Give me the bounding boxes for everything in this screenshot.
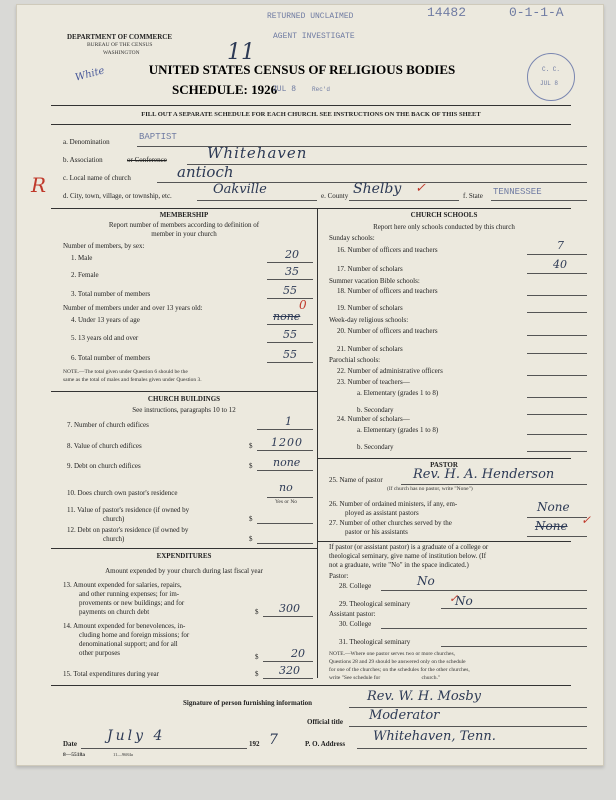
q23b-line [527,414,587,415]
association-struck: or Conference [127,156,167,164]
denomination-line [137,146,587,147]
q1-value: 20 [285,248,299,261]
q9-value: none [273,456,301,469]
q1-line [267,262,313,263]
q12-label-2: church) [103,535,125,543]
weekday-schools-label: Week-day religious schools: [329,316,409,324]
q6-label: 6. Total number of members [71,354,151,362]
pastor-title: PASTOR [430,461,458,469]
stamp-number: 14482 [427,5,467,20]
college-rule [317,541,571,542]
membership-report-2: member in your church [151,230,217,238]
q25-label: 25. Name of pastor [329,476,383,484]
q12-label: 12. Debt on pastor's residence (if owned by [67,526,189,534]
under-over-label: Number of members under and over 13 years old: [63,304,203,312]
college-note: If pastor (or assistant pastor) is a graduate of a college or [329,543,489,551]
state-label: f. State [463,192,483,200]
q14-label-3: denominational support; and for all [79,640,178,648]
q25-line [401,484,587,485]
expenditures-title: EXPENDITURES [156,552,212,560]
q23b-label: b. Secondary [357,406,394,414]
stamp-code: 0-1-1-A [509,5,564,20]
q6-line [267,362,313,363]
city-label: WASHINGTON [103,50,140,56]
pastor-note: NOTE.—Where one pastor serves two or more churches, [329,651,455,657]
q23-label: 23. Number of teachers— [337,378,410,386]
q31-line [441,646,587,647]
q29-label: 29. Theological seminary [339,600,411,608]
q28-label: 28. College [339,582,372,590]
stamp-returned: RETURNED UNCLAIMED [267,12,354,21]
q25-value: Rev. H. A. Henderson [413,467,555,482]
association-label: b. Association [63,156,103,164]
q5-value: 55 [283,328,297,341]
q20-label: 20. Number of officers and teachers [337,327,438,335]
q8-dollar: $ [249,442,253,450]
q31-label: 31. Theological seminary [339,638,411,646]
circle-stamp-cc: C. C. [542,66,561,73]
q30-label: 30. College [339,620,372,628]
q16-line [527,254,587,255]
q23a-label: a. Elementary (grades 1 to 8) [357,389,439,397]
q7-value: 1 [285,415,292,428]
q8-line [257,450,313,451]
q11-label-2: church) [103,515,125,523]
q7-label: 7. Number of church edifices [67,421,149,429]
date-value: July 4 [107,728,166,744]
q14-line [263,661,313,662]
buildings-sub: See instructions, paragraphs 10 to 12 [132,406,236,414]
q13-label: 13. Amount expended for salaries, repairs, [63,581,182,589]
q17-line [527,273,587,274]
q12-line [257,543,313,544]
handwritten-white: White [74,65,106,84]
pastor-rule [317,458,571,459]
q8-label: 8. Value of church edifices [67,442,142,450]
q2-label: 2. Female [71,271,99,279]
stamp-date: JUL 8 [272,85,297,94]
pastor-sub-label: Pastor: [329,572,349,580]
bureau-label: BUREAU OF THE CENSUS [87,42,153,48]
q10-hint: Yes or No [275,499,298,505]
q4-label: 4. Under 13 years of age [71,316,140,324]
q8-value: 1200 [271,436,303,449]
q29-value: No [455,594,473,608]
official-title-value: Moderator [369,708,440,723]
q22-line [527,375,587,376]
q20-line [527,335,587,336]
schools-title: CHURCH SCHOOLS [410,211,478,219]
received-circle-stamp [527,53,575,101]
county-line [349,200,459,201]
buildings-rule [51,391,317,392]
grid-top-rule [51,208,571,209]
q19-label: 19. Number of scholars [337,304,403,312]
q5-label: 5. 13 years old and over [71,334,139,342]
association-value: Whitehaven [207,144,308,162]
schedule-title: SCHEDULE: 1926 [172,82,278,97]
q24a-label: a. Elementary (grades 1 to 8) [357,426,439,434]
q3-value: 55 [283,284,297,297]
summer-schools-label: Summer vacation Bible schools: [329,277,420,285]
date-label: Date [63,740,77,748]
po-address-label: P. O. Address [305,740,346,748]
denomination-label: a. Denomination [63,138,110,146]
q27-label-2: pastor or his assistants [345,528,408,536]
q10-value: no [279,481,293,494]
q2-value: 35 [285,265,299,278]
q15-dollar: $ [255,670,259,678]
signature-rule [51,685,571,686]
q13-label-2: and other running expenses; for im- [79,590,180,598]
schools-sub: Report here only schools conducted by this church [373,223,515,231]
q9-dollar: $ [249,462,253,470]
q14-label: 14. Amount expended for benevolences, in- [63,622,186,630]
membership-note: NOTE.—The total given under Question 6 should be the [63,369,188,375]
college-note-2: theological seminary, give name of institution below. (If [329,552,487,560]
q26-label-2: ployed as assistant pastors [345,509,419,517]
q26-value: None [537,500,570,514]
q26-label: 26. Number of ordained ministers, if any, em- [329,500,458,508]
red-r-mark: R [31,173,47,197]
date-line [81,748,247,749]
form-title: UNITED STATES CENSUS OF RELIGIOUS BODIES [148,62,456,77]
stamp-agent: AGENT INVESTIGATE [273,32,355,41]
handwritten-number: 11 [227,40,255,65]
q3-label: 3. Total number of members [71,290,151,298]
q11-label: 11. Value of pastor's residence (if owned by [67,506,190,514]
expenditures-rule [51,548,317,549]
q29-line [441,608,587,609]
q16-label: 16. Number of officers and teachers [337,246,438,254]
q13-value: 300 [279,602,300,615]
pastor-note-4: write "See schedule for church." [329,675,441,681]
q2-line [267,279,313,280]
q21-line [527,353,587,354]
denomination-value: BAPTIST [139,132,177,142]
q14-value: 20 [291,647,305,660]
local-name-value: antioch [177,163,234,181]
form-number-2: 11—9684a [113,752,133,757]
buildings-title: CHURCH BUILDINGS [147,395,221,403]
q27-line [527,536,587,537]
census-schedule-sheet [16,4,604,766]
q24-label: 24. Number of scholars— [337,415,410,423]
q10-label: 10. Does church own pastor's residence [67,489,178,497]
q25-hint: (If church has no pastor, write "None") [387,486,473,492]
q27-label: 27. Number of other churches served by the [329,519,452,527]
po-address-value: Whitehaven, Tenn. [373,729,496,744]
official-title-line [349,726,587,727]
q13-label-4: payments on church debt [79,608,150,616]
association-line [187,164,587,165]
q1-label: 1. Male [71,254,93,262]
local-name-label: c. Local name of church [63,174,131,182]
q4-value: none [273,310,301,323]
q10-line [267,497,313,498]
q28-value: No [417,574,435,588]
year-prefix: 192 [249,740,260,748]
q14-label-2: cluding home and foreign missions; for [79,631,190,639]
city-town-label: d. City, town, village, or township, etc. [63,192,172,200]
q14-dollar: $ [255,653,259,661]
q28-line [381,590,587,591]
q5-line [267,342,313,343]
pastor-note-3: for one of the churches; on the schedules for the other churches, [329,667,470,673]
parochial-schools-label: Parochial schools: [329,356,381,364]
q9-line [257,470,313,471]
official-title-label: Official title [307,718,343,726]
po-address-line [357,748,587,749]
state-line [491,200,587,201]
form-number: 8—5518a [63,752,85,758]
q26-line [527,517,587,518]
signature-label: Signature of person furnishing information [183,699,312,707]
instructions-line: FILL OUT A SEPARATE SCHEDULE FOR EACH CHURCH. SEE INSTRUCTIONS ON THE BACK OF THIS SHEET [141,111,481,118]
q13-label-3: provements or new buildings; and for [79,599,185,607]
expenditures-sub: Amount expended by your church during last fiscal year [105,567,263,575]
q30-line [381,628,587,629]
q18-line [527,295,587,296]
county-value: Shelby [353,181,402,197]
q24b-line [527,451,587,452]
membership-report: Report number of members according to definition of [108,221,260,229]
county-label: e. County [321,192,349,200]
membership-title: MEMBERSHIP [159,211,209,219]
q23a-line [527,397,587,398]
city-town-value: Oakville [213,182,267,197]
q24b-label: b. Secondary [357,443,394,451]
signature-value: Rev. W. H. Mosby [367,689,481,704]
q14-label-4: other purposes [79,649,121,657]
stamp-recd: Rec'd [312,86,331,93]
q4-red-value: 0 [299,298,307,312]
q29-check-mark: ✓ [449,592,459,605]
q22-label: 22. Number of administrative officers [337,367,443,375]
membership-note-2: same as the total of males and females given under Question 3. [63,377,202,383]
q11-dollar: $ [249,515,253,523]
q21-label: 21. Number of scholars [337,345,403,353]
q16-value: 7 [557,239,564,252]
q13-line [263,616,313,617]
q7-line [257,429,313,430]
q24a-line [527,434,587,435]
q17-value: 40 [553,258,567,271]
circle-stamp-date: JUL 8 [540,80,559,87]
year-value: 7 [269,732,278,748]
q27-check-mark: ✓ [581,513,592,527]
instructions-rule [51,124,571,125]
state-value: TENNESSEE [493,187,542,197]
county-check-mark: ✓ [415,181,426,196]
assistant-pastor-label: Assistant pastor: [329,610,376,618]
q13-dollar: $ [255,608,259,616]
city-town-line [197,200,317,201]
sunday-schools-label: Sunday schools: [329,234,375,242]
pastor-note-2: Questions 28 and 29 should be answered only on the schedule [329,659,466,665]
q9-label: 9. Debt on church edifices [67,462,141,470]
q27-value: None [535,519,568,533]
members-by-sex-label: Number of members, by sex: [63,242,145,250]
q12-dollar: $ [249,535,253,543]
q15-line [263,678,313,679]
column-divider [317,208,318,678]
q15-value: 320 [279,664,300,677]
q11-line [257,523,313,524]
q15-label: 15. Total expenditures during year [63,670,159,678]
department-label: DEPARTMENT OF COMMERCE [67,33,173,41]
q6-value: 55 [283,348,297,361]
college-note-3: not a graduate, write "No" in the space indicated.) [329,561,469,569]
header-rule [51,105,571,106]
q18-label: 18. Number of officers and teachers [337,287,438,295]
q17-label: 17. Number of scholars [337,265,403,273]
q19-line [527,312,587,313]
q4-line [267,324,313,325]
